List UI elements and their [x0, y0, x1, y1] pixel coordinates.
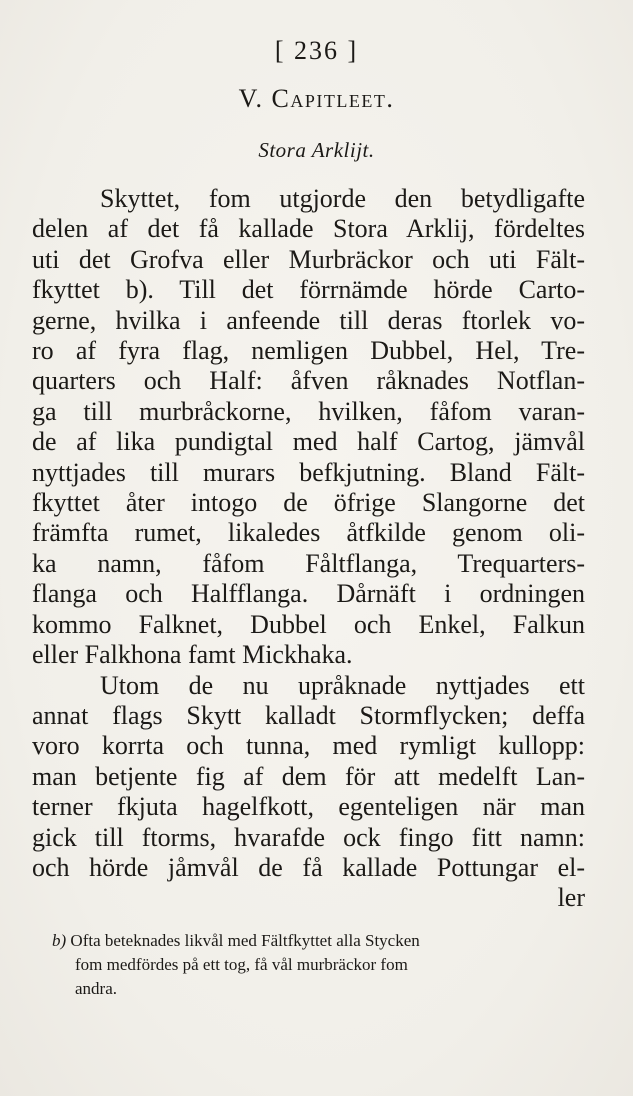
text-line: man betjente fig af dem för att medelft Lan-: [32, 761, 585, 791]
text-line: quarters och Half: åfven råknades Notflan-: [32, 366, 585, 396]
footnote-text: Ofta beteknades likvål med Fältfkyttet alla Stycken: [70, 931, 420, 950]
text-line: nyttjades till murars befkjutning. Bland Fält-: [32, 457, 585, 487]
footnote: [52, 929, 572, 1001]
text-line: Skyttet, fom utgjorde den betydligafte: [100, 184, 585, 213]
text-line: ka namn, fåfom Fåltflanga, Trequarters-: [32, 548, 585, 578]
text-line: främfta rumet, likaledes åtfkilde genom oli-: [32, 518, 585, 548]
text-line: delen af det få kallade Stora Arklij, fördeltes: [32, 214, 585, 244]
text-line: fkyttet b). Till det förrnämde hörde Carto-: [32, 275, 585, 305]
footnote-line: fom medfördes på ett tog, få vål murbräckor fom: [75, 955, 408, 974]
text-line: gick till ftorms, hvarafde ock fingo fitt namn:: [32, 822, 585, 852]
text-line: gerne, hvilka i anfeende till deras ftorlek vo-: [32, 305, 585, 335]
text-line: uti det Grofva eller Murbräckor och uti Fält-: [32, 244, 585, 274]
text-line: ga till murbråckorne, hvilken, fåfom varan-: [32, 396, 585, 426]
footnote-marker: b): [52, 931, 67, 950]
text-line: de af lika pundigtal med half Cartog, jämvål: [32, 427, 585, 457]
text-line: annat flags Skytt kalladt Stormflycken; deffa: [32, 700, 585, 730]
text-line: ro af fyra flag, nemligen Dubbel, Hel, Tre-: [32, 336, 585, 366]
text-line: fkyttet åter intogo de öfrige Slangorne det: [32, 488, 585, 518]
footnote-line: [52, 929, 572, 953]
footnote-line: andra.: [75, 979, 118, 998]
text-line: flanga och Halfflanga. Dårnäft i ordningen: [32, 579, 585, 609]
text-line: Utom de nu upråknade nyttjades ett: [100, 670, 585, 700]
text-line: terner fkjuta hagelfkott, egenteligen när man: [32, 792, 585, 822]
text-line: eller Falkhona famt Mickhaka.: [32, 640, 353, 670]
catchword: ler: [557, 883, 585, 913]
text-line: och hörde jåmvål de få kallade Pottungar el-: [32, 852, 585, 882]
page-number: [ 236 ]: [274, 36, 359, 65]
text-line: kommo Falknet, Dubbel och Enkel, Falkun: [32, 609, 585, 639]
body-text: [32, 184, 585, 914]
chapter-title: V. Capitleet.: [238, 84, 395, 113]
section-subtitle: Stora Arklijt.: [258, 138, 375, 162]
text-line: voro korrta och tunna, med rymligt kullopp:: [32, 731, 585, 761]
